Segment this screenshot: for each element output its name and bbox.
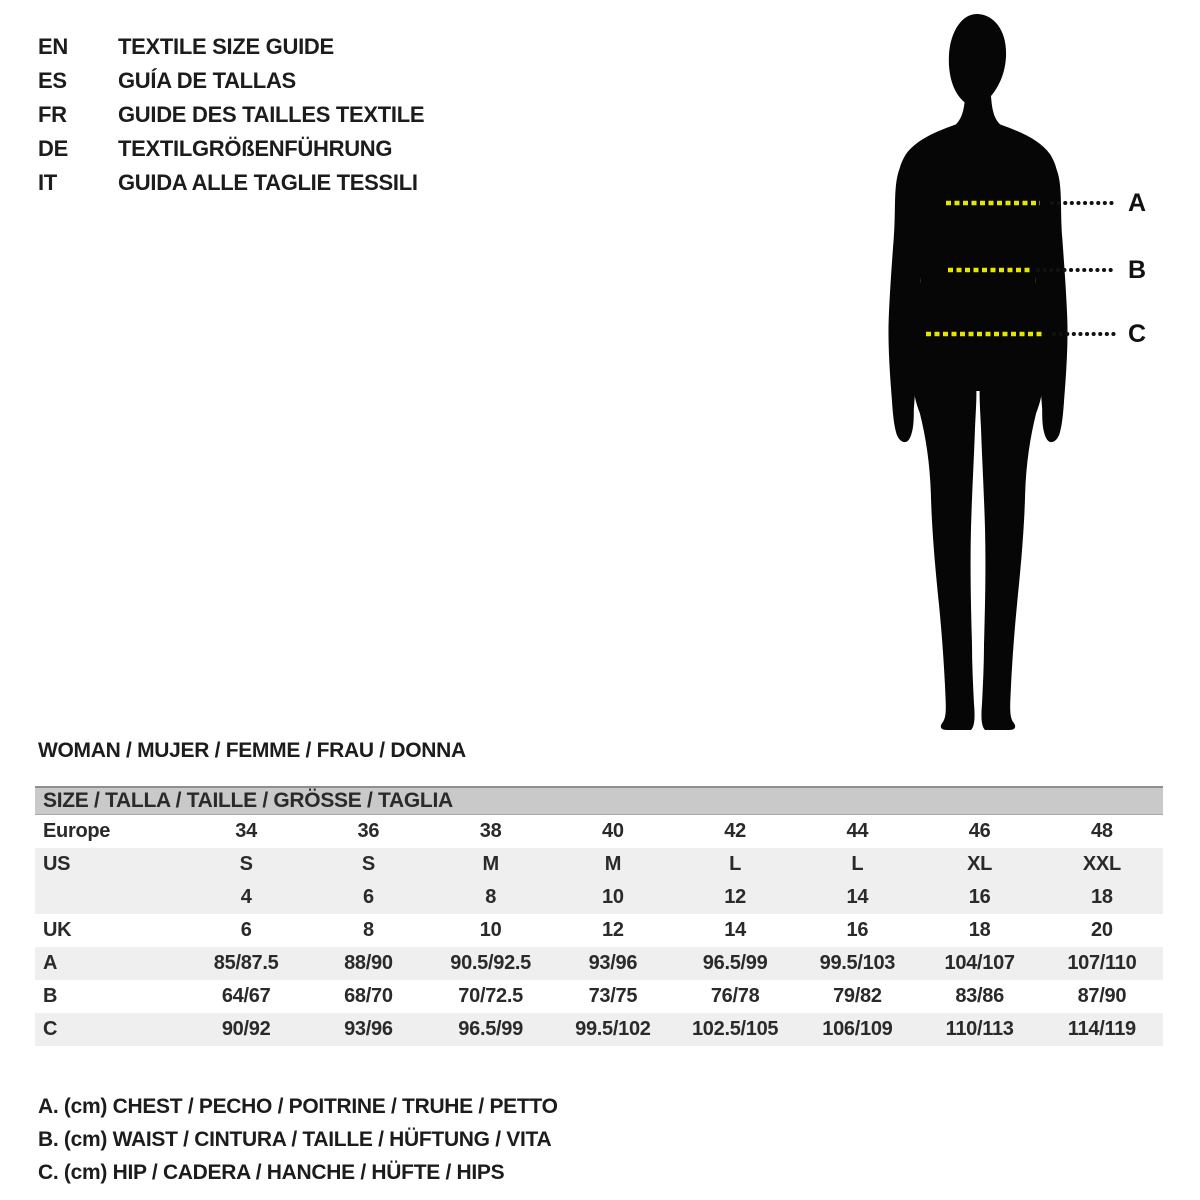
cell: S — [239, 853, 253, 875]
lang-row-de — [38, 132, 424, 166]
cell: 16 — [846, 919, 869, 941]
cell: 64/67 — [221, 985, 271, 1007]
lang-row-en — [38, 30, 424, 64]
table-row-uk — [35, 914, 1163, 947]
cell: 8 — [485, 886, 497, 908]
cell: 102.5/105 — [691, 1018, 779, 1040]
row-label: US — [43, 853, 71, 875]
lang-label: GUIDA ALLE TAGLIE TESSILI — [118, 170, 418, 195]
cell: 12 — [724, 886, 746, 908]
table-row-hip — [35, 1013, 1163, 1046]
cell: 10 — [479, 919, 502, 941]
cell: 87/90 — [1077, 985, 1127, 1007]
cell: 70/72.5 — [458, 985, 523, 1007]
cell: 48 — [1091, 820, 1113, 842]
cell: 68/70 — [344, 985, 393, 1007]
size-table — [35, 786, 1163, 1046]
cell: 18 — [1091, 886, 1113, 908]
row-label: A — [43, 952, 58, 974]
lang-label: TEXTILE SIZE GUIDE — [118, 34, 334, 59]
lang-label: TEXTILGRÖßENFÜHRUNG — [118, 136, 393, 161]
footnote-chest: A. (cm) CHEST / PECHO / POITRINE / TRUHE / PETTO — [38, 1095, 558, 1118]
row-label: UK — [43, 919, 72, 941]
cell: M — [604, 853, 622, 875]
cell: 93/96 — [588, 952, 638, 974]
measure-label-c: C — [1128, 320, 1147, 348]
measure-label-b: B — [1128, 256, 1147, 284]
cell: 107/110 — [1067, 952, 1137, 974]
language-list — [38, 30, 424, 200]
cell: 79/82 — [833, 985, 882, 1007]
cell: 85/87.5 — [213, 952, 279, 974]
cell: 38 — [479, 820, 502, 842]
cell: 90/92 — [221, 1018, 271, 1040]
cell: 16 — [968, 886, 991, 908]
table-row-us — [35, 848, 1163, 881]
lang-row-it — [38, 166, 424, 200]
row-label — [35, 881, 185, 914]
cell: L — [729, 853, 742, 875]
cell: 88/90 — [344, 952, 393, 974]
cell: 40 — [602, 820, 624, 842]
cell: 42 — [724, 820, 746, 842]
cell: 6 — [362, 886, 374, 908]
footnote-hip: C. (cm) HIP / CADERA / HANCHE / HÜFTE / HIPS — [38, 1161, 505, 1184]
table-row-europe — [35, 815, 1163, 848]
cell: 99.5/103 — [819, 952, 896, 974]
table-row-chest — [35, 947, 1163, 980]
row-label: Europe — [43, 820, 111, 842]
cell: 36 — [357, 820, 380, 842]
cell: S — [361, 853, 375, 875]
cell: 114/119 — [1067, 1018, 1136, 1040]
row-label: B — [43, 985, 58, 1007]
lang-code: FR — [38, 102, 67, 127]
cell: 34 — [235, 820, 257, 842]
cell: 46 — [968, 820, 991, 842]
cell: 73/75 — [588, 985, 638, 1007]
cell: M — [482, 853, 499, 875]
lang-row-es — [38, 64, 424, 98]
cell: 96.5/99 — [458, 1018, 523, 1040]
cell: 44 — [846, 820, 869, 842]
cell: 12 — [602, 919, 624, 941]
cell: 76/78 — [710, 985, 760, 1007]
lang-code: ES — [38, 68, 67, 93]
cell: 93/96 — [344, 1018, 393, 1040]
cell: 18 — [968, 919, 991, 941]
table-row-us-numeric — [35, 881, 1163, 914]
measure-label-a: A — [1128, 189, 1147, 217]
cell: L — [851, 853, 864, 875]
cell: 83/86 — [955, 985, 1004, 1007]
cell: 110/113 — [945, 1018, 1014, 1040]
cell: 104/107 — [944, 952, 1015, 974]
cell: 14 — [724, 919, 746, 941]
cell: 14 — [846, 886, 869, 908]
cell: 99.5/102 — [575, 1018, 651, 1040]
cell: 6 — [240, 919, 252, 941]
size-table-header: SIZE / TALLA / TAILLE / GRÖSSE / TAGLIA — [35, 786, 1163, 815]
table-row-waist — [35, 980, 1163, 1013]
cell: XL — [967, 853, 993, 875]
lang-row-fr — [38, 98, 424, 132]
cell: 8 — [362, 919, 374, 941]
cell: 20 — [1091, 919, 1113, 941]
lang-code: DE — [38, 136, 68, 161]
row-label: C — [43, 1018, 58, 1040]
cell: 10 — [602, 886, 624, 908]
footnote-waist: B. (cm) WAIST / CINTURA / TAILLE / HÜFTUNG / VITA — [38, 1128, 552, 1151]
footnotes — [38, 1090, 558, 1189]
cell: 106/109 — [822, 1018, 893, 1040]
cell: 4 — [240, 886, 252, 908]
cell: 90.5/92.5 — [450, 952, 531, 974]
woman-silhouette — [868, 12, 1088, 730]
lang-code: EN — [38, 34, 68, 59]
section-title: WOMAN / MUJER / FEMME / FRAU / DONNA — [38, 739, 466, 762]
lang-label: GUIDE DES TAILLES TEXTILE — [118, 102, 425, 127]
lang-label: GUÍA DE TALLAS — [118, 68, 296, 93]
cell: 96.5/99 — [702, 952, 768, 974]
cell: XXL — [1082, 853, 1121, 875]
lang-code: IT — [38, 170, 57, 195]
